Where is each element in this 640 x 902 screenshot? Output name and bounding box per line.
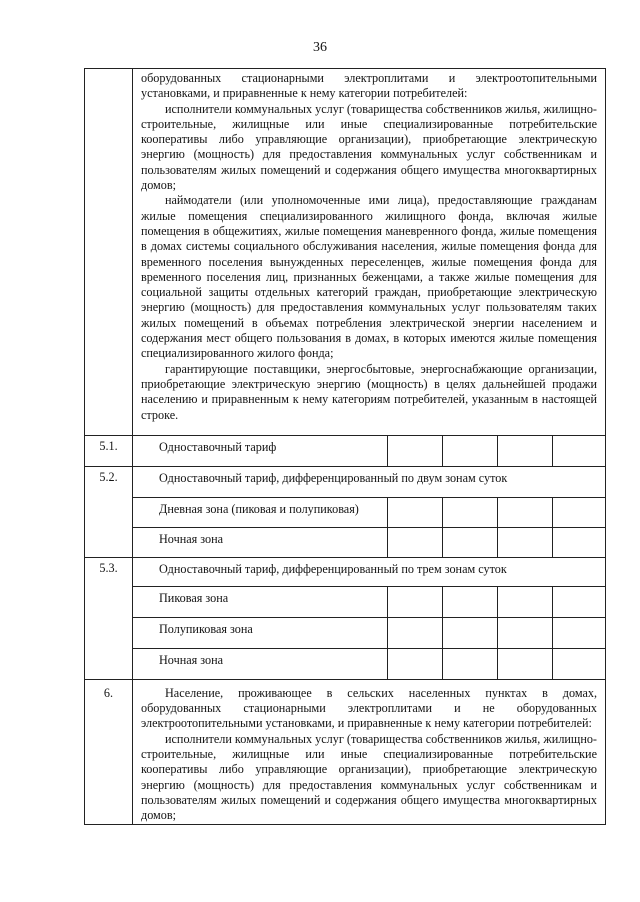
value-cell <box>553 587 605 617</box>
value-cell <box>443 618 498 648</box>
table-row <box>85 69 606 436</box>
tariff-cell <box>133 435 606 466</box>
zone-label: Ночная зона <box>133 528 388 557</box>
paragraph: гарантирующие поставщики, энергосбытовые, энергоснабжающие организации, приобретающие электрическую энергию (мощность) в целях дальнейшей продажи населению и приравненным к нему категориям потребителей, указанным в настоящей строке. <box>141 361 597 422</box>
tariff-label: Одноставочный тариф, дифференцированный по трем зонам суток <box>159 561 507 576</box>
paragraph: исполнители коммунальных услуг (товарищества собственников жилья, жилищно-строительные, жилищные или иные специализированные потребительские кооперативы либо управляющие организации), приобретающие электрическую энергию (мощность) для предоставления коммунальных услуг собственникам и пользователям жилых помещений и содержания общего имущества многоквартирных домов; <box>141 101 597 193</box>
value-cell <box>498 436 553 466</box>
row-number: 6. <box>103 685 114 700</box>
paragraph: Население, проживающее в сельских населенных пунктах в домах, оборудованных стационарными электроплитами и не оборудованных электроотопительными установками, и приравненные к нему категории потребителей: <box>141 685 597 731</box>
tariff-line <box>133 467 605 497</box>
value-cell <box>388 436 443 466</box>
tariff-table <box>84 68 606 825</box>
value-cell <box>388 498 443 527</box>
tariff-label: Одноставочный тариф, дифференцированный по двум зонам суток <box>159 470 508 485</box>
paragraph: исполнители коммунальных услуг (товарищества собственников жилья, жилищно-строительные, жилищные или иные специализированные потребительские кооперативы либо управляющие организации), приобретающие электрическую энергию (мощность) для предоставления коммунальных услуг собственникам и пользователям жилых помещений и содержания общего имущества многоквартирных домов; <box>141 731 597 823</box>
value-cell <box>443 498 498 527</box>
row-number-cell <box>85 679 133 824</box>
value-cell <box>553 649 605 679</box>
zone-label: Ночная зона <box>133 649 388 679</box>
value-cell <box>388 587 443 617</box>
row6-text-cell <box>133 679 606 824</box>
row-number: 5.1. <box>99 438 118 453</box>
value-cell <box>443 436 498 466</box>
tariff-label: Одноставочный тариф <box>133 436 388 466</box>
zone-label: Пиковая зона <box>133 587 388 617</box>
zone-label: Полупиковая зона <box>133 618 388 648</box>
value-cell <box>498 528 553 557</box>
value-cell <box>553 618 605 648</box>
value-cell <box>443 649 498 679</box>
table-row <box>85 557 606 679</box>
value-cell <box>553 528 605 557</box>
value-cell <box>388 649 443 679</box>
value-cell <box>498 498 553 527</box>
row-number-cell <box>85 435 133 466</box>
table-row <box>85 466 606 557</box>
tariff-subline <box>133 648 605 679</box>
tariff-line <box>133 558 605 586</box>
row-number-cell <box>85 69 133 436</box>
value-cell <box>388 618 443 648</box>
table-row <box>85 679 606 824</box>
tariff-subline <box>133 617 605 648</box>
row-number: 5.2. <box>99 469 118 484</box>
value-cell <box>553 498 605 527</box>
value-cell <box>553 436 605 466</box>
value-cell <box>388 528 443 557</box>
value-cell <box>498 618 553 648</box>
row-number: 5.3. <box>99 560 118 575</box>
table-row <box>85 435 606 466</box>
tariff-subline <box>133 586 605 617</box>
paragraph: наймодатели (или уполномоченные ими лица), предоставляющие гражданам жилые помещения специализированного жилищного фонда, включая жилые помещения в общежитиях, жилые помещения маневренного фонда, жилые помещения в домах системы социального обслуживания населения, жилые помещения фонда для временного поселения вынужденных переселенцев, жилые помещения фонда для временного поселения лиц, признанных беженцами, а также жилые помещения для социальной защиты отдельных категорий граждан, приобретающие электрическую энергию (мощность) для предоставления коммунальных услуг пользователям таких жилых помещений в объемах потребления электрической энергии населением и содержания мест общего пользования в домах, в которых имеются жилые помещения специализированного жилого фонда; <box>141 193 597 361</box>
value-cell <box>443 528 498 557</box>
value-cell <box>498 587 553 617</box>
row-number-cell <box>85 466 133 557</box>
paragraph: оборудованных стационарными электроплитами и электроотопительными установками, и приравненные к нему категории потребителей: <box>141 71 597 101</box>
tariff-subline <box>133 527 605 557</box>
tariff-line <box>133 436 605 466</box>
page-number: 36 <box>313 40 327 55</box>
continuation-text-cell <box>133 69 606 436</box>
value-cell <box>443 587 498 617</box>
tariff-cell <box>133 466 606 557</box>
tariff-cell <box>133 557 606 679</box>
zone-label: Дневная зона (пиковая и полупиковая) <box>133 498 388 527</box>
tariff-subline <box>133 497 605 527</box>
row-number-cell <box>85 557 133 679</box>
value-cell <box>498 649 553 679</box>
